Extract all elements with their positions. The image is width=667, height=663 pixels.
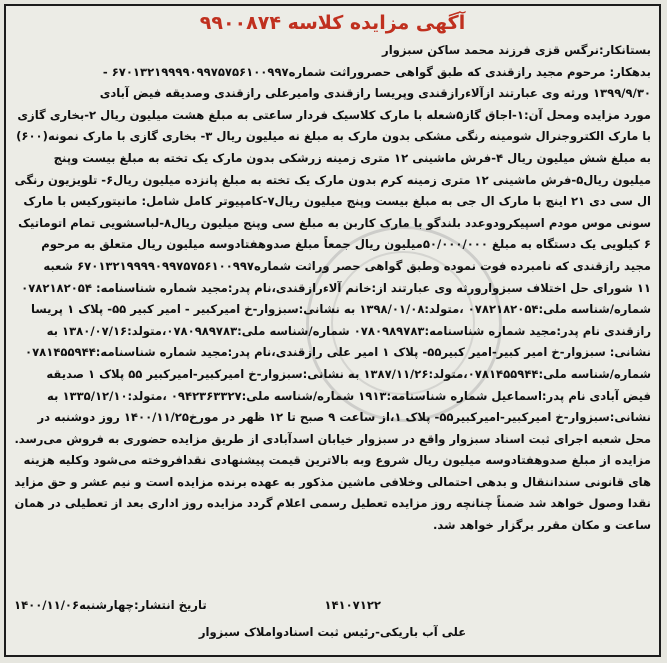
notice-line: ۱۳۹۹/۹/۳۰ ورثه وی عبارتند ازآلاءرازقندی وپریسا رازقندی وامیرعلی رازقندی وصدیقه فیض آبادی xyxy=(99,86,651,101)
notice-line: مورد مزایده ومحل آن:۱-اجاق گاز۵شعله با مارک کلاسیک فردار ساعتی به مبلغ هشت میلیون ریال ۲-بخاری گازی xyxy=(17,107,651,122)
notice-code: ۱۴۱۰۷۱۲۲ xyxy=(324,598,381,612)
notice-title: آگهی مزایده کلاسه ۹۹۰۰۸۷۴ xyxy=(199,12,466,34)
notice-body xyxy=(14,40,651,537)
notice-line: محل شعبه اجرای ثبت اسناد سبزوار واقع در سبزوار خیابان اسدآبادی از طریق مزایده حضوری به فروش می‌رسد. xyxy=(14,431,651,446)
notice-line: با مارک الکتروجنرال شومینه رنگی مشکی بدون مارک به مبلغ نه میلیون ریال ۳- بخاری گازی با مارک نمونه(۶۰۰) xyxy=(16,129,651,144)
signature-line: علی آب باریکی-رئیس ثبت اسنادواملاک سبزوار xyxy=(198,625,467,639)
notice-line: شماره/شناسه ملی:۰۷۸۲۱۸۲۰۵۴ ،متولد:۱۳۹۸/۰۱/۰۸ به نشانی:سبزوار-خ امیرکبیر - امیر کبیر ۵۵- پلاک ۱ پریسا xyxy=(30,302,651,317)
notice-line: مجید رازقندی که نامبرده فوت نموده وطبق گواهی حصر وراثت شماره۶۷۰۱۳۲۱۹۹۹۹۰۹۹۷۵۷۵۶۱۰۰۹۹۷ شعبه xyxy=(43,258,651,273)
notice-line: شماره/شناسه ملی:۰۷۸۱۴۵۵۹۴۴،متولد:۱۳۸۷/۱۱/۲۶ به نشانی:سبزوار-خ امیرکبیر-امیرکبیر ۵۵ پلاک ۱ صدیقه xyxy=(46,366,651,381)
notice-line: بستانکار:نرگس قزی فرزند محمد ساکن سبزوار xyxy=(382,43,651,57)
notice-line: نقدا وصول خواهد شد ضمناً چنانچه روز مزایده تعطیل رسمی اعلام گردد مزایده روز اداری بعد از تعطیلی در همان xyxy=(14,496,651,511)
notice-line: مزایده از مبلغ صدوهفتادوسه میلیون ریال شروع وبه بالاترین قیمت پیشنهادی نقدافروخته می‌شود وکلیه هزینه xyxy=(23,453,651,468)
notice-line: نشانی: سبزوار-خ امیر کبیر-امیر کبیر۵۵- پلاک ۱ امیر علی رازقندی،نام پدر:مجید شماره شناسنامه:۰۷۸۱۴۵۵۹۴۴ xyxy=(25,345,651,360)
notice-line: سونی موس مودم اسپیکرودوعدد بلندگو با مارک کاربن به مبلغ سی وپنج میلیون ریال۸-لباسشویی تمام اتوماتیک xyxy=(18,215,651,230)
notice-line: بدهکار: مرحوم مجید رازقندی که طبق گواهی حصروراثت شماره۶۷۰۱۳۲۱۹۹۹۹۰۹۹۷۵۷۵۶۱۰۰۹۹۷ - xyxy=(102,64,651,79)
notice-line: های قانونی سنداننقال و بدهی احتمالی وخلافی ماشین مذکور به عهده برنده مزایده است و نیم عشر و حق مزاید xyxy=(14,474,651,489)
notice-line: رازقندی نام پدر:مجید شماره شناسنامه:۰۷۸۰۹۸۹۷۸۳ شماره/شناسه ملی:۰۷۸۰۹۸۹۷۸۳،متولد:۱۳۸۰/۰۷/۱۶ به xyxy=(46,323,651,338)
notice-frame xyxy=(4,4,661,657)
notice-line: ۶ کیلویی یک دستگاه به مبلغ ۵۰/۰۰۰/۰۰۰میلیون ریال جمعاً مبلغ صدوهفتادوسه میلیون ریال متعلق به مرحوم xyxy=(41,237,651,252)
notice-line: ساعت و مکان مقرر برگزار خواهد شد. xyxy=(433,518,651,533)
notice-line: فیض آبادی نام پدر:اسماعیل شماره شناسنامه:۱۹۱۳ شماره/شناسه ملی:۰۹۴۲۳۶۳۳۲۷ ،متولد:۱۳۳۵/۱۲/۱۰ به xyxy=(47,388,651,403)
notice-line: نشانی:سبزوار-خ امیرکبیر-امیرکبیر۵۵- پلاک ۱،از ساعت ۹ صبح تا ۱۲ ظهر در مورخ۱۴۰۰/۱۱/۲۵ روز دوشنبه در xyxy=(37,410,651,425)
notice-line: به مبلغ شش میلیون ریال ۴-فرش ماشینی ۱۲ متری زمینه زرشکی بدون مارک یک تخته به مبلغ بیست وپنج xyxy=(53,150,651,165)
notice-line: میلیون ریال۵-فرش ماشینی ۱۲ متری زمینه کرم بدون مارک یک تخته به مبلغ پانزده میلیون ریال۶- تلویزیون رنگی xyxy=(14,172,651,187)
notice-line: ال سی دی ۲۱ اینچ با مارک ال جی به مبلغ بیست وپنج میلیون ریال۷-کامپیوتر کامل شامل: مانیتورکیس با مارک xyxy=(23,194,651,209)
publish-date: تاریخ انتشار:چهارشنبه۱۴۰۰/۱۱/۰۶ xyxy=(14,598,207,612)
notice-line: ۱۱ شورای حل اختلاف سبزوارورثه وی عبارتند از:خانم آلاءرازقندی،نام پدر:مجید شماره شناسنامه: ۰۷۸۲۱۸۲۰۵۴ xyxy=(21,280,651,295)
